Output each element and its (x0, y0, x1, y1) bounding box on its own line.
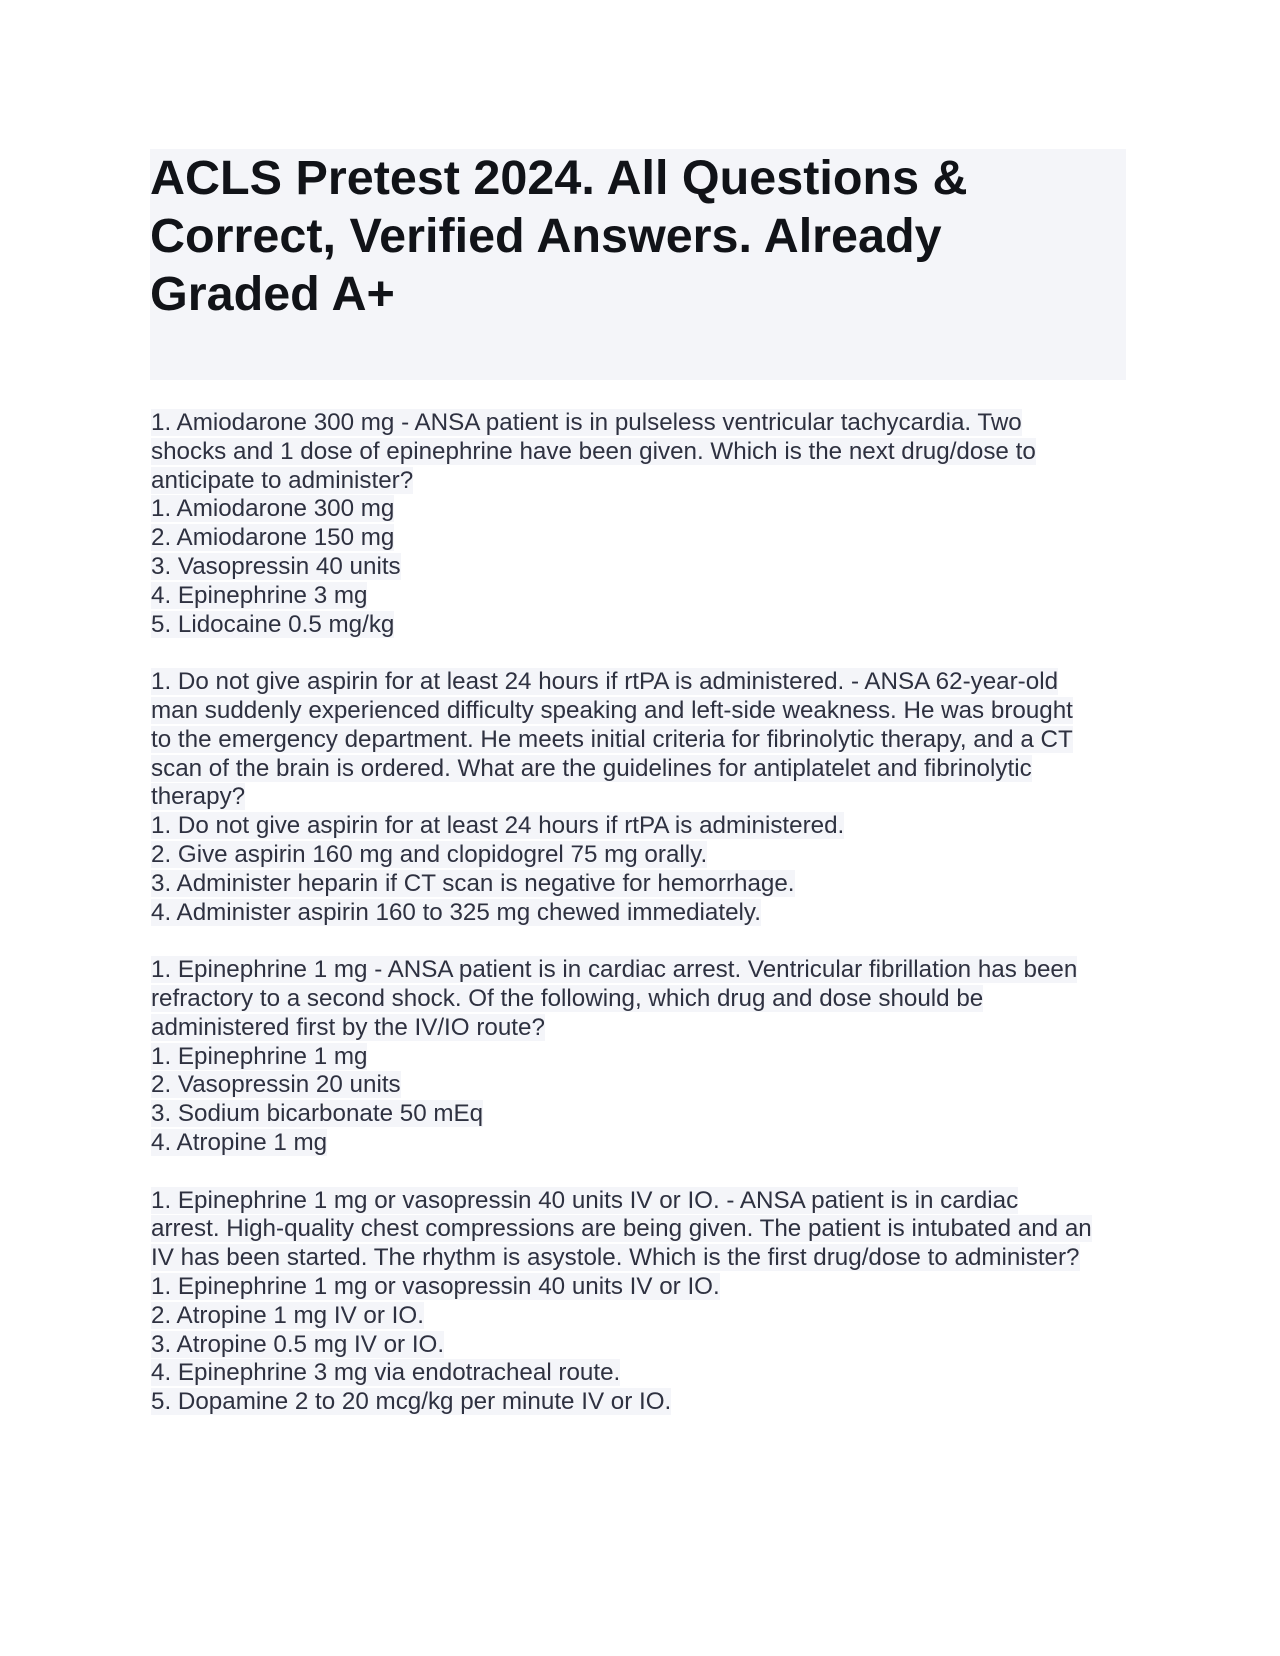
question-text: administered first by the IV/IO route? (151, 1013, 545, 1041)
question-text: arrest. High-quality chest compressions are being given. The patient is intubated and an (151, 1215, 1092, 1243)
question-line (151, 1331, 1151, 1360)
question-line (151, 409, 1151, 438)
question-text: shocks and 1 dose of epinephrine have been given. Which is the next drug/dose to (151, 437, 1036, 465)
question-text: 4. Epinephrine 3 mg via endotracheal route. (151, 1359, 621, 1387)
question-text: 1. Amiodarone 300 mg - ANSA patient is in pulseless ventricular tachycardia. Two (151, 409, 1022, 436)
question-block (151, 409, 1151, 639)
question-text: IV has been started. The rhythm is asystole. Which is the first drug/dose to administer? (151, 1244, 1080, 1272)
question-line (151, 726, 1151, 755)
question-line (151, 1071, 1151, 1100)
question-text: 1. Epinephrine 1 mg - ANSA patient is in cardiac arrest. Ventricular fibrillation has been (151, 956, 1078, 984)
question-line (151, 841, 1151, 870)
question-text: 3. Vasopressin 40 units (151, 552, 401, 580)
question-text: 1. Epinephrine 1 mg or vasopressin 40 units IV or IO. - ANSA patient is in cardiac (151, 1186, 1019, 1214)
question-text: 3. Atropine 0.5 mg IV or IO. (151, 1330, 445, 1358)
question-line (151, 495, 1151, 524)
question-line (151, 1014, 1151, 1043)
question-block (151, 1187, 1151, 1417)
document-body (151, 409, 1151, 1446)
question-line (151, 438, 1151, 467)
question-line (151, 582, 1151, 611)
title-line: Correct, Verified Answers. Already (150, 209, 942, 263)
question-text: 3. Administer heparin if CT scan is negative for hemorrhage. (151, 869, 795, 897)
question-line (151, 1129, 1151, 1158)
question-text: 4. Epinephrine 3 mg (151, 581, 368, 609)
question-text: refractory to a second shock. Of the following, which drug and dose should be (151, 984, 984, 1012)
question-block (151, 956, 1151, 1158)
question-line (151, 812, 1151, 841)
question-text: therapy? (151, 783, 246, 811)
question-text: 2. Vasopressin 20 units (151, 1071, 401, 1099)
question-text: 4. Administer aspirin 160 to 325 mg chewed immediately. (151, 898, 761, 926)
question-line (151, 985, 1151, 1014)
title-line: Graded A+ (150, 267, 395, 321)
question-line (151, 755, 1151, 784)
question-text: 1. Amiodarone 300 mg (151, 495, 395, 523)
document-title (150, 149, 1110, 323)
question-text: 2. Give aspirin 160 mg and clopidogrel 75 mg orally. (151, 840, 708, 868)
question-line (151, 697, 1151, 726)
question-line (151, 524, 1151, 553)
question-text: 1. Do not give aspirin for at least 24 hours if rtPA is administered. - ANSA 62-year-old (151, 668, 1059, 696)
question-text: 4. Atropine 1 mg (151, 1128, 328, 1156)
question-line (151, 870, 1151, 899)
question-line (151, 611, 1151, 640)
title-line: ACLS Pretest 2024. All Questions & (150, 151, 968, 205)
question-line (151, 1359, 1151, 1388)
question-text: 1. Epinephrine 1 mg or vasopressin 40 units IV or IO. (151, 1272, 720, 1300)
question-line (151, 668, 1151, 697)
question-text: 2. Amiodarone 150 mg (151, 524, 395, 552)
question-line (151, 1244, 1151, 1273)
question-text: 1. Epinephrine 1 mg (151, 1042, 368, 1070)
question-line (151, 1100, 1151, 1129)
question-line (151, 1187, 1151, 1216)
question-line (151, 467, 1151, 496)
question-block (151, 668, 1151, 927)
question-text: 3. Sodium bicarbonate 50 mEq (151, 1100, 484, 1128)
question-line (151, 1302, 1151, 1331)
question-line (151, 553, 1151, 582)
question-text: man suddenly experienced difficulty speaking and left-side weakness. He was brought (151, 696, 1073, 724)
question-line (151, 899, 1151, 928)
question-line (151, 783, 1151, 812)
question-line (151, 1043, 1151, 1072)
question-text: to the emergency department. He meets initial criteria for fibrinolytic therapy, and a CT (151, 725, 1073, 753)
question-text: 1. Do not give aspirin for at least 24 hours if rtPA is administered. (151, 812, 845, 840)
question-text: 5. Lidocaine 0.5 mg/kg (151, 610, 395, 638)
title-box (150, 149, 1126, 380)
question-text: anticipate to administer? (151, 466, 414, 494)
question-line (151, 1388, 1151, 1417)
question-line (151, 1273, 1151, 1302)
question-line (151, 1215, 1151, 1244)
question-text: scan of the brain is ordered. What are the guidelines for antiplatelet and fibrinolytic (151, 754, 1032, 782)
question-line (151, 956, 1151, 985)
question-text: 5. Dopamine 2 to 20 mcg/kg per minute IV or IO. (151, 1388, 672, 1416)
question-text: 2. Atropine 1 mg IV or IO. (151, 1301, 424, 1329)
